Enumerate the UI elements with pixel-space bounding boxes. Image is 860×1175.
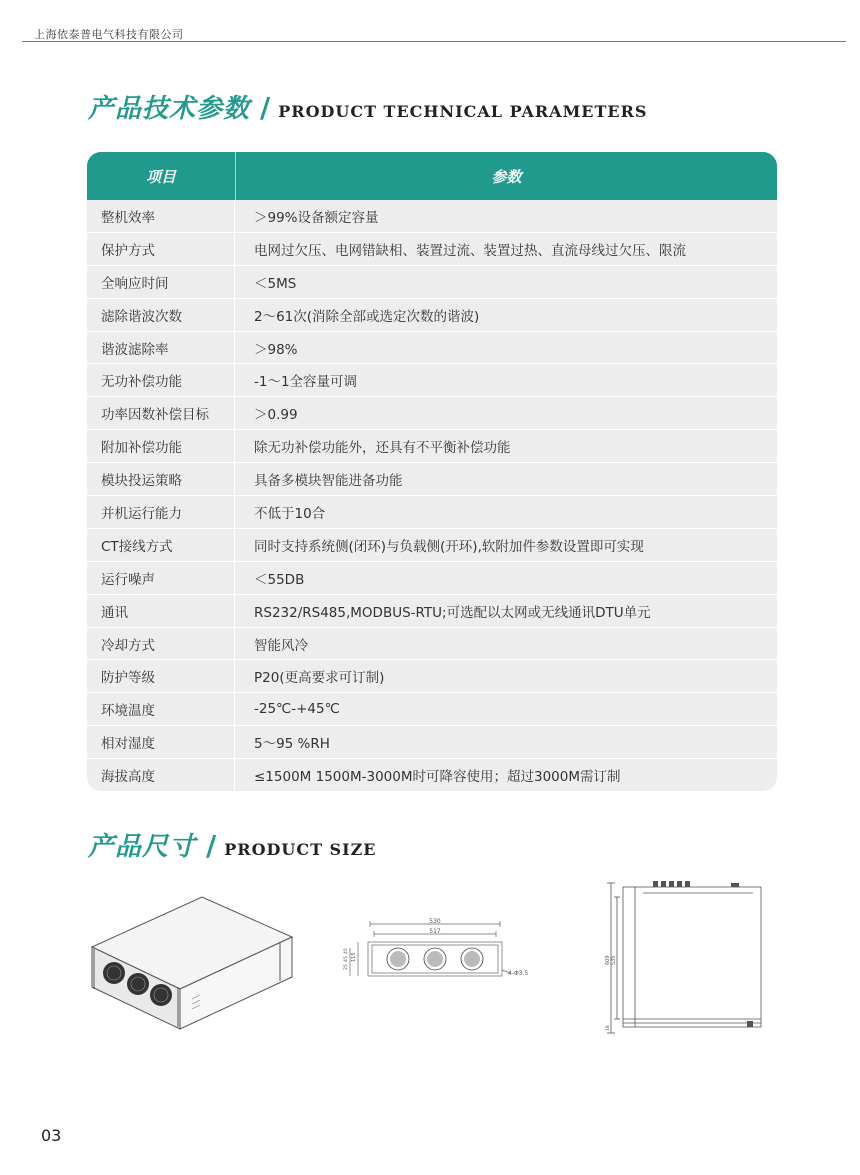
row-item-value: -1～1全容量可调 <box>254 374 358 391</box>
section-title-cn: 产品技术参数 <box>88 94 251 124</box>
table-row <box>87 726 777 759</box>
row-item-value: P20(更高要求可订制) <box>254 670 385 687</box>
row-item-label: 相对湿度 <box>87 726 235 758</box>
table-row <box>87 332 777 365</box>
dim-front-width-outer: 530 <box>429 918 441 925</box>
table-row <box>87 496 777 529</box>
product-front-view-drawing <box>334 918 534 988</box>
row-item-label: 附加补偿功能 <box>87 430 235 462</box>
row-item-value: 除无功补偿功能外，还具有不平衡补偿功能 <box>254 440 511 457</box>
table-row <box>87 628 777 661</box>
table-header <box>87 152 777 200</box>
row-item-label: 海拔高度 <box>87 759 235 791</box>
table-row <box>87 200 777 233</box>
row-item-value: 具备多模块智能进备功能 <box>254 473 403 490</box>
row-item-label: 运行噪声 <box>87 562 235 594</box>
row-item-value: ＞99%设备额定容量 <box>254 209 379 226</box>
row-item-value: RS232/RS485,MODBUS-RTU;可选配以太网或无线通讯DTU单元 <box>254 604 651 621</box>
row-item-label: 环境温度 <box>87 693 235 725</box>
product-isometric-drawing <box>80 885 300 1035</box>
row-item-label: 并机运行能力 <box>87 496 235 528</box>
row-item-value: 电网过欠压、电网错缺相、装置过流、装置过热、直流母线过欠压、限流 <box>254 242 686 259</box>
header-rule <box>22 41 846 42</box>
dim-front-sub-2: 45 <box>344 956 349 962</box>
table-row <box>87 463 777 496</box>
table-row <box>87 693 777 726</box>
column-header-value: 参数 <box>491 167 522 186</box>
section-title-size <box>88 826 376 863</box>
row-item-label: 通讯 <box>87 595 235 627</box>
row-item-value: 同时支持系统侧(闭环)与负载侧(开环),软附加件参数设置即可实现 <box>254 538 644 555</box>
row-item-label: 全响应时间 <box>87 266 235 298</box>
table-row <box>87 660 777 693</box>
table-row <box>87 595 777 628</box>
section-title-slash: / <box>260 91 271 124</box>
dim-front-sub-1: 25 <box>344 964 349 970</box>
section-title-en: PRODUCT TECHNICAL PARAMETERS <box>278 102 648 121</box>
section-title-slash: / <box>206 829 217 862</box>
row-item-value: -25℃-+45℃ <box>254 701 340 718</box>
dim-side-depth-outer: 609 <box>605 955 611 965</box>
row-item-label: 冷却方式 <box>87 628 235 660</box>
row-item-value: 智能风冷 <box>254 637 308 654</box>
product-side-view-drawing <box>603 873 773 1043</box>
company-name: 上海依泰普电气科技有限公司 <box>34 28 184 41</box>
table-row <box>87 397 777 430</box>
section-title-cn: 产品尺寸 <box>88 832 197 862</box>
table-row <box>87 233 777 266</box>
row-item-label: 无功补偿功能 <box>87 364 235 396</box>
column-header-item: 项目 <box>87 152 236 200</box>
table-row <box>87 759 777 791</box>
parameters-table <box>87 152 777 791</box>
row-item-value: 5～95 %RH <box>254 736 330 753</box>
table-row <box>87 529 777 562</box>
row-item-value: 不低于10合 <box>254 505 326 522</box>
row-item-label: 功率因数补偿目标 <box>87 397 235 429</box>
row-item-label: 滤除谐波次数 <box>87 299 235 331</box>
dim-front-sub-3: 45 <box>344 948 349 954</box>
table-row <box>87 266 777 299</box>
dim-front-hole: 4-Φ3.5 <box>508 970 529 977</box>
table-row <box>87 430 777 463</box>
row-item-label: 谐波滤除率 <box>87 332 235 364</box>
dim-side-small: 18 <box>606 1025 611 1031</box>
row-item-value: ≤1500M 1500M-3000M时可降容使用；超过3000M需订制 <box>254 769 621 786</box>
table-row <box>87 562 777 595</box>
row-item-value: 2～61次(消除全部或选定次数的谐波) <box>254 308 480 325</box>
section-title-parameters <box>88 88 647 125</box>
table-body <box>87 200 777 791</box>
page-number: 03 <box>41 1126 62 1145</box>
row-item-value: ＜55DB <box>254 571 305 588</box>
table-row <box>87 299 777 332</box>
table-row <box>87 364 777 397</box>
row-item-label: 整机效率 <box>87 200 235 232</box>
row-item-label: CT接线方式 <box>87 529 235 561</box>
dim-side-depth-inner: 535 <box>611 955 617 965</box>
dim-front-width-inner: 517 <box>429 928 441 935</box>
row-item-label: 防护等级 <box>87 660 235 692</box>
row-item-value: ＞0.99 <box>254 407 298 424</box>
row-item-value: ＞98% <box>254 341 298 358</box>
row-item-label: 保护方式 <box>87 233 235 265</box>
section-title-en: PRODUCT SIZE <box>224 840 377 859</box>
row-item-label: 模块投运策略 <box>87 463 235 495</box>
row-item-value: ＜5MS <box>254 275 297 292</box>
dim-front-height: 115 <box>351 952 357 962</box>
